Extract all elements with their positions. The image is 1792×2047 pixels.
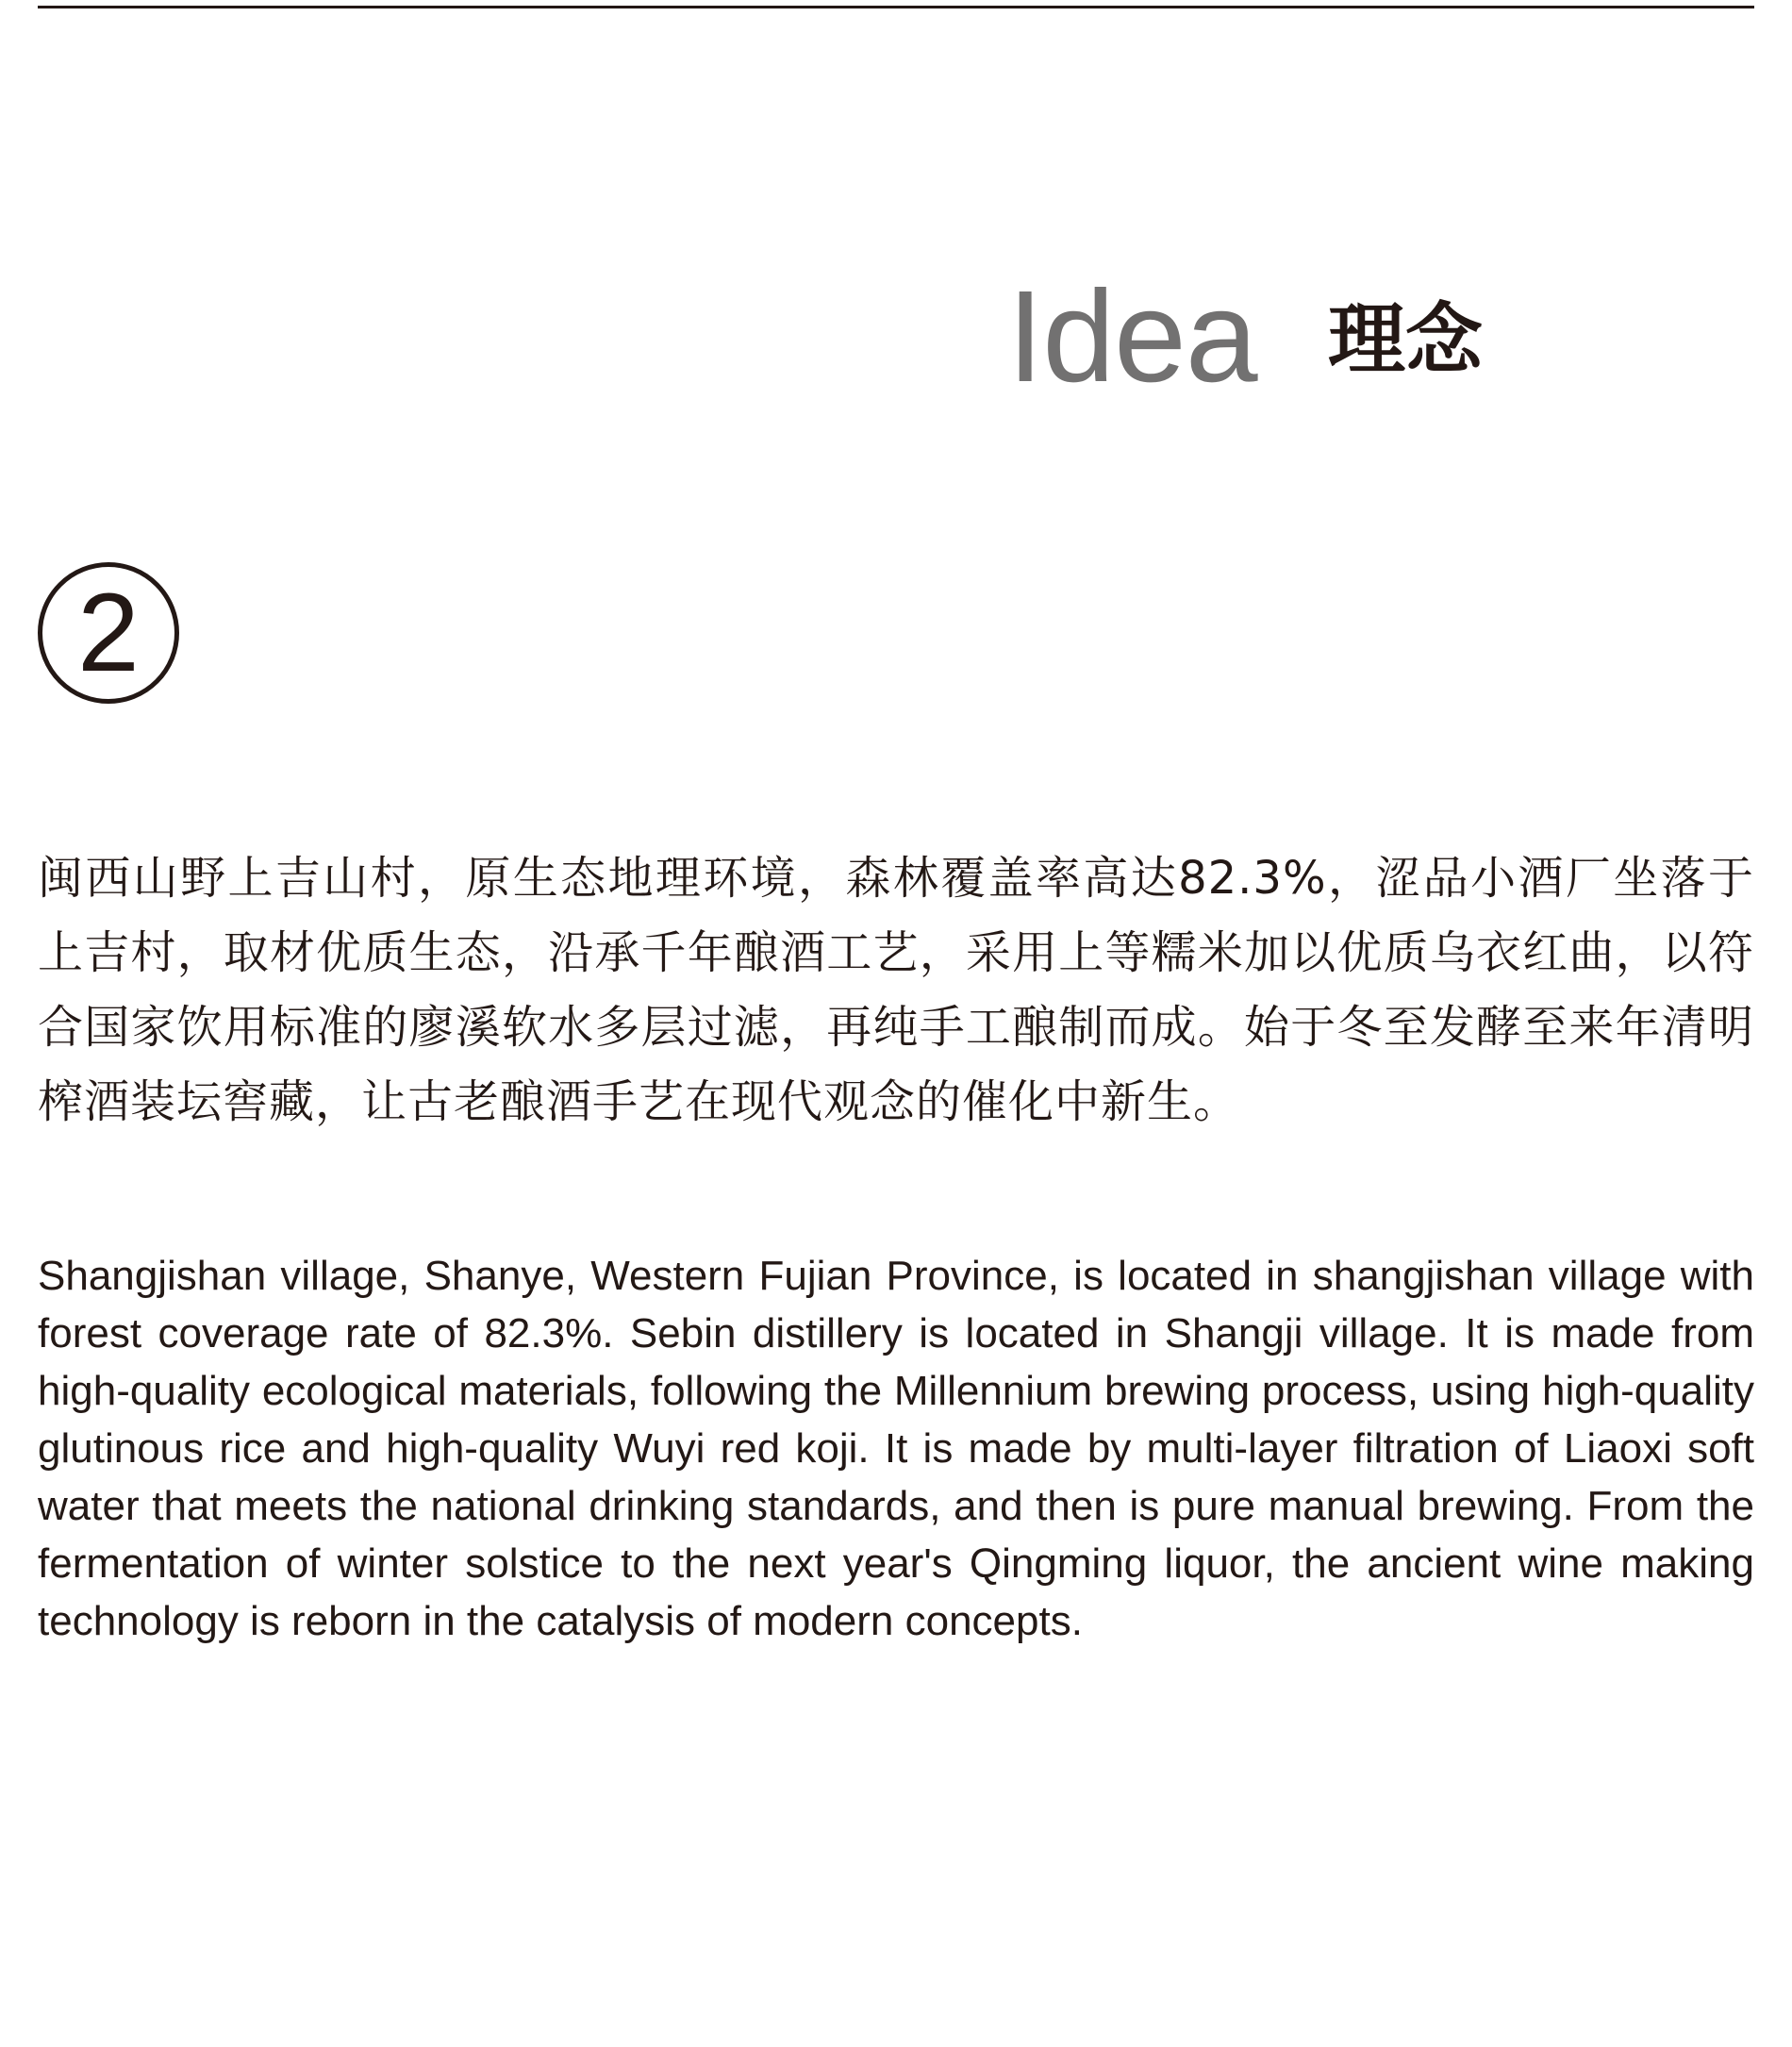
title-chinese: 理念	[1328, 295, 1484, 385]
english-paragraph: Shangjishan village, Shanye, Western Fujian Province, is located in shangjishan village with forest coverage rate of 82.3%. Sebin distillery is located in Shangji village. It is made from high-quality ecological materials, following the Millennium brewing process, using high-quality glutinous rice and high-quality Wuyi red koji. It is made by multi-layer filtration of Liaoxi soft water that meets the national drinking standards, and then is pure manual brewing. From the fermentation of winter solstice to the next year's Qingming liquor, the ancient wine making technology is reborn in the catalysis of modern concepts.	[38, 1253, 1754, 1644]
circled-number-badge	[38, 562, 179, 704]
title-english: Idea	[1007, 264, 1257, 409]
section-title	[0, 264, 1792, 413]
top-divider	[38, 6, 1754, 8]
section-number-text: 2	[77, 571, 140, 695]
chinese-paragraph: 闽西山野上吉山村，原生态地理环境，森林覆盖率高达82.3%，涩品小酒厂坐落于上吉村，取材优质生态，沿承千年酿酒工艺，采用上等糯米加以优质乌衣红曲，以符合国家饮用标准的廖溪软水多层过滤，再纯手工酿制而成。始于冬至发酵至来年清明榨酒装坛窖藏，让古老酿酒手艺在现代观念的催化中新生。	[38, 852, 1754, 1128]
